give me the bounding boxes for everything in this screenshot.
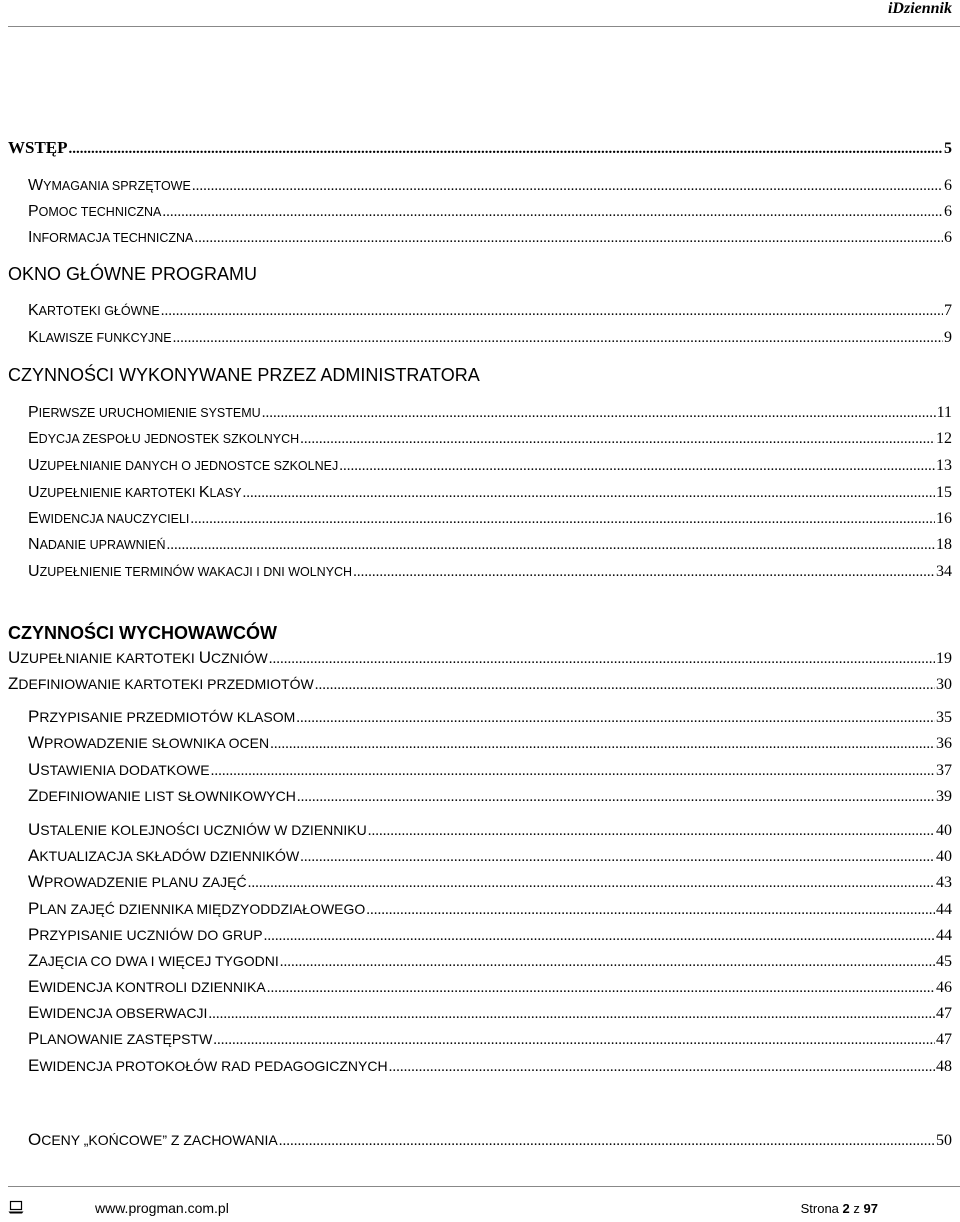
toc-entry[interactable] (28, 510, 952, 528)
toc-entry[interactable] (28, 899, 952, 919)
toc-entry[interactable] (28, 229, 952, 247)
toc-entry[interactable] (28, 563, 952, 581)
total-pages: 97 (863, 1201, 878, 1216)
toc-entry-cap: U (28, 820, 41, 839)
toc-entry-cap: U (198, 648, 211, 667)
toc-entry-page: 7 (944, 302, 952, 319)
toc-entry-label: WIDENCJA NAUCZYCIELI (38, 512, 190, 526)
toc-entry-label: ZUPEŁNIENIE KARTOTEKI (39, 486, 199, 500)
toc-entry-cap: W (28, 733, 45, 752)
toc-entry-cap: K (198, 484, 210, 501)
toc-entry-page: 36 (936, 735, 952, 752)
toc-leader-dots (269, 651, 935, 668)
header-divider (8, 26, 960, 27)
toc-section-heading-admin[interactable]: CZYNNOŚCI WYKONYWANE PRZEZ ADMINISTRATORA (8, 365, 480, 385)
toc-entry-page: 11 (936, 404, 952, 421)
toc-entry-page: 12 (936, 430, 952, 447)
toc-entry-page: 13 (936, 457, 952, 474)
toc-entry-label: AJĘCIA CO DWA I WIĘCEJ TYGODNI (38, 953, 279, 969)
toc-entry-page: 37 (936, 762, 952, 779)
toc-leader-dots (366, 902, 935, 919)
toc-entry-cap: K (28, 302, 39, 319)
toc-entry-cap: U (8, 648, 21, 667)
toc-entry-label: STAWIENIA DODATKOWE (40, 762, 210, 778)
toc-entry-page: 47 (936, 1005, 952, 1022)
toc-entry[interactable] (8, 648, 952, 668)
toc-entry-page: 48 (936, 1058, 952, 1075)
laptop-icon (8, 1199, 24, 1215)
toc-leader-dots (368, 823, 935, 840)
toc-entry-label: LAWISZE FUNKCYJNE (38, 331, 172, 345)
toc-entry-label: ZUPEŁNIANIE KARTOTEKI (20, 650, 199, 666)
toc-entry-label: RZYPISANIE PRZEDMIOTÓW KLASOM (39, 709, 296, 725)
toc-entry[interactable] (28, 846, 952, 866)
toc-leader-dots (296, 710, 935, 727)
current-page: 2 (842, 1201, 850, 1216)
toc-entry[interactable] (28, 733, 952, 753)
toc-entry-cap: P (28, 899, 40, 918)
toc-leader-dots (297, 789, 935, 806)
toc-entry-cap: W (28, 177, 44, 194)
toc-entry-page: 6 (944, 177, 952, 194)
toc-entry-page: 47 (936, 1031, 952, 1048)
toc-leader-dots (211, 763, 935, 780)
toc-entry[interactable] (28, 536, 952, 554)
toc-entry-label: NFORMACJA TECHNICZNA (32, 231, 194, 245)
toc-entry[interactable] (28, 484, 952, 502)
toc-leader-dots (389, 1059, 935, 1076)
toc-entry[interactable] (28, 457, 952, 475)
toc-entry-cap: U (28, 484, 40, 501)
toc-leader-dots (262, 405, 936, 422)
toc-entry-cap: E (28, 1056, 40, 1075)
page-label: Strona (800, 1201, 839, 1216)
toc-entry-cap: Z (8, 674, 19, 693)
toc-leader-dots (167, 537, 935, 554)
toc-entry-cap: P (28, 203, 39, 220)
toc-leader-dots (267, 980, 935, 997)
toc-entry-label: DEFINIOWANIE KARTOTEKI PRZEDMIOTÓW (18, 676, 314, 692)
document-header-title: iDziennik (887, 0, 952, 17)
toc-entry-label: PROWADZENIE SŁOWNIKA OCEN (44, 735, 270, 751)
toc-entry-label: ZUPEŁNIANIE DANYCH O JEDNOSTCE SZKOLNEJ (39, 459, 339, 473)
toc-entry-cap: U (28, 760, 41, 779)
toc-entry-page: 45 (936, 953, 952, 970)
toc-entry-page: 19 (936, 650, 952, 667)
toc-leader-dots (300, 849, 935, 866)
toc-leader-dots (339, 458, 935, 475)
toc-entry-cap: P (28, 1029, 40, 1048)
toc-entry-label: CZNIÓW (210, 650, 268, 666)
toc-entry-cap: E (28, 430, 39, 447)
toc-entry-page: 30 (936, 676, 952, 693)
toc-entry-cap: E (28, 1003, 40, 1022)
toc-entry-page: 6 (944, 229, 952, 246)
toc-entry[interactable] (28, 820, 952, 840)
toc-leader-dots (194, 230, 943, 247)
toc-entry-page: 18 (936, 536, 952, 553)
toc-leader-dots (300, 431, 935, 448)
toc-entry[interactable] (28, 1029, 952, 1049)
toc-entry-page: 34 (936, 563, 952, 580)
toc-entry-page: 43 (936, 874, 952, 891)
toc-entry-label: DEFINIOWANIE LIST SŁOWNIKOWYCH (38, 788, 296, 804)
toc-entry-label: PROWADZENIE PLANU ZAJĘĆ (44, 874, 247, 890)
toc-leader-dots (270, 736, 935, 753)
toc-entry-cap: W (28, 872, 45, 891)
toc-entry-label: ADANIE UPRAWNIEŃ (39, 538, 166, 552)
toc-entry[interactable] (28, 925, 952, 945)
toc-entry-page: 16 (936, 510, 952, 527)
toc-leader-dots (243, 485, 935, 502)
toc-entry-label: WSTĘP (8, 138, 68, 157)
toc-entry-cap: P (28, 404, 39, 421)
toc-leader-dots (353, 564, 935, 581)
toc-leader-dots (280, 954, 935, 971)
toc-entry-page: 40 (936, 848, 952, 865)
toc-entry-label: WIDENCJA KONTROLI DZIENNIKA (39, 979, 266, 995)
toc-entry-page: 35 (936, 709, 952, 726)
toc-entry[interactable] (28, 302, 952, 320)
toc-leader-dots (248, 875, 935, 892)
toc-entry-label: YMAGANIA SPRZĘTOWE (43, 179, 191, 193)
toc-entry[interactable] (28, 203, 952, 221)
footer-website-link[interactable]: www.progman.com.pl (95, 1200, 229, 1216)
toc-entry-cap: I (28, 229, 33, 246)
toc-entry[interactable] (28, 951, 952, 971)
toc-entry-label: LASY (209, 486, 242, 500)
toc-entry-label: LANOWANIE ZASTĘPSTW (39, 1031, 213, 1047)
toc-section-heading-main-window[interactable]: OKNO GŁÓWNE PROGRAMU (8, 264, 258, 284)
footer-divider (8, 1186, 960, 1187)
toc-entry-label: ZUPEŁNIENIE TERMINÓW WAKACJI I DNI WOLNYCH (39, 565, 353, 579)
toc-entry-label: STALENIE KOLEJNOŚCI UCZNIÓW W DZIENNIKU (40, 822, 367, 838)
toc-entry-page: 15 (936, 484, 952, 501)
toc-leader-dots (208, 1006, 935, 1023)
toc-leader-dots (173, 330, 943, 347)
toc-entry-label: WIDENCJA PROTOKOŁÓW RAD PEDAGOGICZNYCH (39, 1058, 388, 1074)
toc-entry-label: WIDENCJA OBSERWACJI (39, 1005, 208, 1021)
toc-entry-cap: P (28, 707, 40, 726)
toc-entry-cap: P (28, 925, 40, 944)
toc-entry-page: 39 (936, 788, 952, 805)
toc-entry[interactable] (28, 177, 952, 195)
toc-entry-label: RZYPISANIE UCZNIÓW DO GRUP (39, 927, 263, 943)
toc-entry[interactable] (28, 707, 952, 727)
toc-entry-page: 40 (936, 822, 952, 839)
toc-entry[interactable] (28, 760, 952, 780)
toc-entry-label: DYCJA ZESPOŁU JEDNOSTEK SZKOLNYCH (38, 432, 300, 446)
toc-entry-page: 44 (936, 901, 952, 918)
toc-entry-cap: E (28, 977, 40, 996)
toc-entry[interactable] (28, 872, 952, 892)
toc-entry[interactable] (8, 674, 952, 694)
toc-entry-label: IERWSZE URUCHOMIENIE SYSTEMU (38, 406, 261, 420)
toc-entry[interactable] (28, 786, 952, 806)
toc-leader-dots (213, 1032, 935, 1049)
toc-entry-page: 9 (944, 329, 952, 346)
toc-entry-label: LAN ZAJĘĆ DZIENNIKA MIĘDZYODDZIAŁOWEGO (39, 901, 366, 917)
toc-entry-label: CENY „KOŃCOWE” Z ZACHOWANIA (41, 1132, 278, 1148)
toc-entry-label: OMOC TECHNICZNA (38, 205, 162, 219)
toc-entry-label: ARTOTEKI GŁÓWNE (38, 304, 160, 318)
toc-leader-dots (315, 677, 935, 694)
toc-entry[interactable] (28, 1003, 952, 1023)
toc-entry-cap: Z (28, 951, 39, 970)
toc-entry-intro[interactable] (8, 138, 952, 158)
toc-entry-page: 46 (936, 979, 952, 996)
toc-entry[interactable] (28, 1130, 952, 1150)
toc-entry[interactable] (28, 404, 952, 422)
toc-entry-cap: O (28, 1130, 42, 1149)
toc-leader-dots (161, 303, 943, 320)
toc-entry-cap: U (28, 563, 40, 580)
footer-page-number (801, 1201, 878, 1216)
toc-entry[interactable] (28, 1056, 952, 1076)
toc-entry[interactable] (28, 430, 952, 448)
toc-section-heading-teachers[interactable]: CZYNNOŚCI WYCHOWAWCÓW (8, 623, 277, 643)
toc-entry-page: 5 (944, 140, 952, 157)
toc-leader-dots (69, 141, 943, 158)
toc-entry-cap: K (28, 329, 39, 346)
toc-leader-dots (279, 1133, 935, 1150)
toc-entry-cap: U (28, 457, 40, 474)
toc-leader-dots (190, 511, 935, 528)
toc-leader-dots (264, 928, 935, 945)
toc-entry-cap: Z (28, 786, 39, 805)
toc-leader-dots (192, 178, 943, 195)
toc-entry-label: KTUALIZACJA SKŁADÓW DZIENNIKÓW (39, 848, 300, 864)
toc-entry-cap: E (28, 510, 39, 527)
page-separator: z (853, 1201, 860, 1216)
toc-entry[interactable] (28, 329, 952, 347)
toc-entry-cap: A (28, 846, 40, 865)
toc-entry[interactable] (28, 977, 952, 997)
toc-entry-cap: N (28, 536, 40, 553)
toc-leader-dots (162, 204, 943, 221)
toc-entry-page: 44 (936, 927, 952, 944)
toc-entry-page: 50 (936, 1132, 952, 1149)
toc-entry-page: 6 (944, 203, 952, 220)
